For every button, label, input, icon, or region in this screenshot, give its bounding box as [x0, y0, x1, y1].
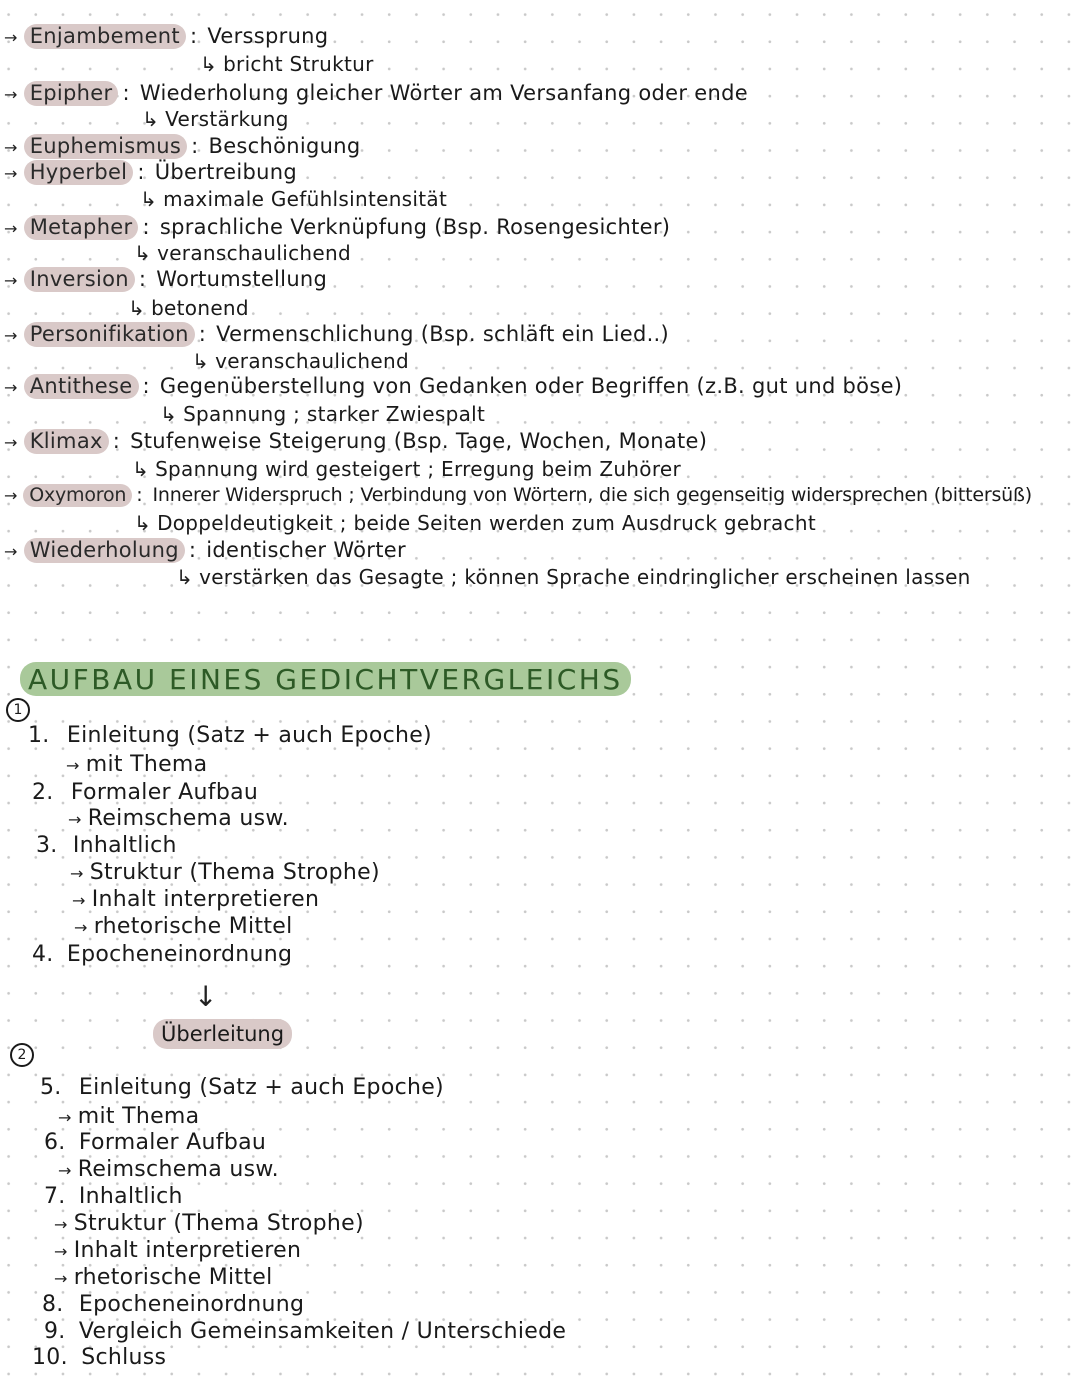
outline-item — [42, 1292, 304, 1318]
term-highlight: Metapher — [24, 215, 139, 240]
glossary-entry-euphemismus — [4, 133, 361, 161]
subitem-text: Inhalt interpretieren — [91, 887, 320, 912]
item-text: Epocheneinordnung — [66, 942, 293, 967]
item-text: Inhaltlich — [72, 833, 177, 858]
item-text: Epocheneinordnung — [78, 1292, 305, 1317]
effect-text: Spannung ; starker Zwiespalt — [183, 402, 486, 426]
effect-text: Doppeldeutigkeit ; beide Seiten werden zum Ausdruck gebracht — [157, 511, 816, 535]
hook-arrow-icon: ↳ — [134, 241, 152, 265]
colon: : — [142, 215, 150, 239]
definition: Beschönigung — [208, 134, 361, 158]
arrow-icon: → — [58, 1108, 72, 1127]
subitem-text: Struktur (Thema Strophe) — [89, 860, 380, 885]
glossary-effect — [134, 510, 816, 536]
outline-item — [40, 1075, 444, 1101]
term-highlight: Personifikation — [24, 322, 195, 347]
item-number: 8. — [42, 1292, 64, 1317]
outline-subitem — [58, 1104, 199, 1131]
definition: Wiederholung gleicher Wörter am Versanfang oder ende — [139, 81, 748, 105]
definition: Wortumstellung — [156, 267, 328, 291]
glossary-entry-wiederholung — [4, 537, 406, 565]
colon: : — [142, 374, 150, 398]
glossary-effect — [176, 564, 971, 590]
hook-arrow-icon: ↳ — [134, 511, 152, 535]
hook-arrow-icon: ↳ — [128, 296, 146, 320]
section-heading: AUFBAU EINES GEDICHTVERGLEICHS — [20, 662, 631, 696]
colon: : — [191, 134, 199, 158]
glossary-entry-antithese — [4, 373, 902, 401]
effect-text: verstärken das Gesagte ; können Sprache eindringlicher erscheinen lassen — [199, 565, 971, 589]
outline-item — [32, 1345, 166, 1371]
part-1-marker: 1 — [6, 698, 30, 722]
arrow-icon: → — [54, 1269, 68, 1288]
item-number: 5. — [40, 1075, 62, 1100]
glossary-entry-hyperbel — [4, 159, 297, 187]
outline-subitem — [72, 887, 319, 914]
definition: Innerer Widerspruch ; Verbindung von Wörtern, die sich gegenseitig widersprechen (bittersüß) — [152, 484, 1032, 506]
arrow-icon: → — [4, 164, 18, 183]
outline-subitem — [70, 860, 380, 887]
outline-subitem — [54, 1238, 301, 1265]
part-2-marker: 2 — [10, 1043, 34, 1067]
arrow-icon: → — [54, 1242, 68, 1261]
colon: : — [138, 267, 147, 291]
arrow-icon: → — [54, 1215, 68, 1234]
outline-item — [32, 942, 292, 968]
term-highlight: Euphemismus — [24, 134, 187, 159]
colon: : — [112, 429, 121, 453]
term-highlight: Epipher — [24, 81, 119, 106]
item-number: 7. — [44, 1184, 66, 1209]
effect-text: Spannung wird gesteigert ; Erregung beim Zuhörer — [155, 457, 682, 481]
term-highlight: Inversion — [24, 267, 135, 292]
colon: : — [136, 484, 143, 506]
term-highlight: Hyperbel — [24, 160, 134, 185]
subitem-text: Reimschema usw. — [77, 1157, 279, 1182]
term-highlight: Klimax — [24, 429, 109, 454]
down-arrow-icon: ↓ — [194, 980, 218, 1013]
subitem-text: Struktur (Thema Strophe) — [73, 1211, 364, 1236]
arrow-icon: → — [72, 891, 86, 910]
glossary-entry-klimax — [4, 428, 707, 456]
outline-subitem — [74, 914, 293, 941]
outline-subitem — [66, 752, 207, 779]
outline-subitem — [58, 1157, 279, 1184]
glossary-entry-enjambement — [4, 23, 328, 51]
transition-label: Überleitung — [153, 1019, 292, 1049]
item-text: Schluss — [81, 1345, 167, 1370]
glossary-effect — [128, 295, 249, 321]
arrow-icon: → — [66, 756, 80, 775]
term-highlight: Wiederholung — [24, 538, 185, 563]
item-number: 1. — [28, 723, 50, 748]
item-number: 3. — [36, 833, 58, 858]
arrow-icon: → — [58, 1161, 72, 1180]
arrow-icon: → — [4, 486, 18, 505]
outline-item — [44, 1184, 183, 1210]
colon: : — [137, 160, 145, 184]
item-text: Formaler Aufbau — [70, 780, 259, 805]
definition: Vermenschlichung (Bsp. schläft ein Lied..) — [216, 322, 670, 346]
item-number: 4. — [32, 942, 54, 967]
outline-item — [32, 780, 258, 806]
glossary-entry-oxymoron — [4, 482, 1032, 509]
colon: : — [188, 538, 197, 562]
arrow-icon: → — [68, 810, 82, 829]
outline-item — [44, 1130, 266, 1156]
outline-subitem — [68, 806, 289, 833]
subitem-text: Reimschema usw. — [87, 806, 289, 831]
arrow-icon: → — [4, 378, 18, 397]
term-highlight: Enjambement — [24, 24, 186, 49]
hook-arrow-icon: ↳ — [192, 349, 210, 373]
effect-text: veranschaulichend — [215, 349, 409, 373]
arrow-icon: → — [4, 542, 18, 561]
colon: : — [122, 81, 130, 105]
effect-text: bricht Struktur — [223, 52, 374, 76]
item-text: Einleitung (Satz + auch Epoche) — [78, 1075, 444, 1100]
subitem-text: mit Thema — [77, 1104, 200, 1129]
item-number: 10. — [32, 1345, 68, 1370]
effect-text: veranschaulichend — [157, 241, 351, 265]
effect-text: betonend — [151, 296, 249, 320]
subitem-text: rhetorische Mittel — [73, 1265, 273, 1290]
outline-item — [36, 833, 177, 859]
outline-item — [28, 723, 432, 749]
glossary-entry-inversion — [4, 266, 327, 294]
item-text: Vergleich Gemeinsamkeiten / Unterschiede — [78, 1319, 567, 1344]
item-text: Formaler Aufbau — [78, 1130, 267, 1155]
item-number: 2. — [32, 780, 54, 805]
glossary-effect — [142, 106, 289, 132]
item-number: 6. — [44, 1130, 66, 1155]
item-text: Inhaltlich — [78, 1184, 183, 1209]
definition: Verssprung — [207, 24, 329, 48]
subitem-text: Inhalt interpretieren — [73, 1238, 302, 1263]
effect-text: maximale Gefühlsintensität — [163, 187, 448, 211]
arrow-icon: → — [74, 918, 88, 937]
term-highlight: Oxymoron — [23, 484, 132, 507]
arrow-icon: → — [4, 271, 18, 290]
definition: Übertreibung — [154, 160, 297, 184]
definition: sprachliche Verknüpfung (Bsp. Rosengesichter) — [159, 215, 671, 239]
hook-arrow-icon: ↳ — [140, 187, 158, 211]
glossary-entry-personifikation — [4, 321, 669, 349]
glossary-effect — [192, 348, 409, 374]
glossary-effect — [160, 401, 485, 427]
effect-text: Verstärkung — [165, 107, 289, 131]
arrow-icon: → — [4, 85, 18, 104]
item-number: 9. — [44, 1319, 66, 1344]
hook-arrow-icon: ↳ — [176, 565, 194, 589]
outline-subitem — [54, 1265, 273, 1292]
outline-subitem — [54, 1211, 364, 1238]
glossary-effect — [200, 51, 374, 77]
subitem-text: rhetorische Mittel — [93, 914, 293, 939]
arrow-icon: → — [4, 219, 18, 238]
hook-arrow-icon: ↳ — [132, 457, 150, 481]
glossary-entry-epipher — [4, 80, 748, 108]
glossary-effect — [134, 240, 351, 266]
definition: Gegenüberstellung von Gedanken oder Begriffen (z.B. gut und böse) — [159, 374, 903, 398]
definition: identischer Wörter — [206, 538, 406, 562]
glossary-effect — [140, 186, 447, 212]
glossary-effect — [132, 456, 681, 482]
subitem-text: mit Thema — [85, 752, 208, 777]
arrow-icon: → — [70, 864, 84, 883]
glossary-entry-metapher — [4, 214, 670, 242]
definition: Stufenweise Steigerung (Bsp. Tage, Wochen, Monate) — [130, 429, 708, 453]
hook-arrow-icon: ↳ — [200, 52, 218, 76]
item-text: Einleitung (Satz + auch Epoche) — [66, 723, 432, 748]
arrow-icon: → — [4, 28, 18, 47]
hook-arrow-icon: ↳ — [160, 402, 178, 426]
colon: : — [189, 24, 198, 48]
hook-arrow-icon: ↳ — [142, 107, 160, 131]
outline-item — [44, 1319, 566, 1345]
arrow-icon: → — [4, 433, 18, 452]
term-highlight: Antithese — [24, 374, 139, 399]
arrow-icon: → — [4, 138, 18, 157]
arrow-icon: → — [4, 326, 18, 345]
colon: : — [198, 322, 207, 346]
